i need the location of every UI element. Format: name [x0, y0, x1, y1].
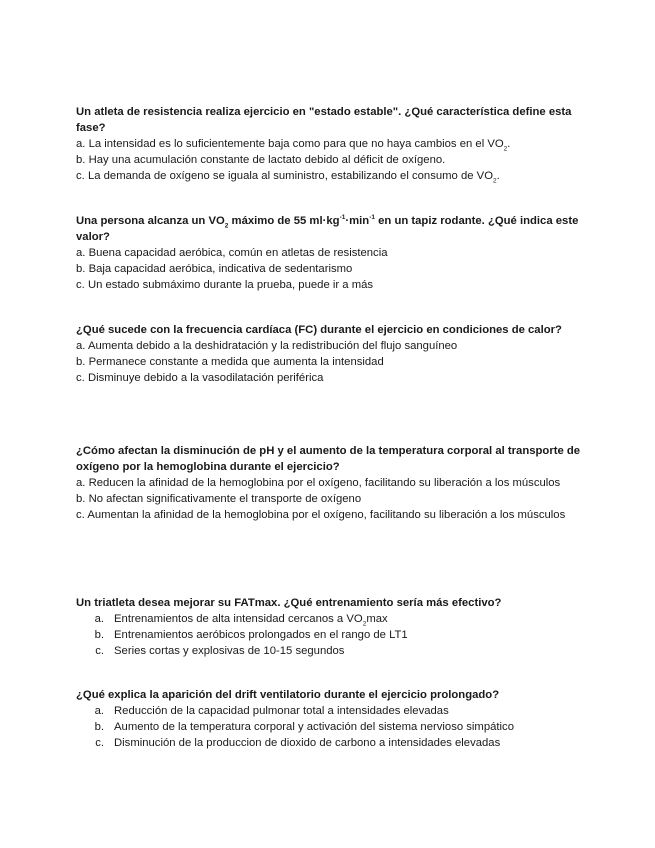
- question-3-option-c: c. Disminuye debido a la vasodilatación periférica: [76, 372, 324, 384]
- question-2-option-a: a. Buena capacidad aeróbica, común en atletas de resistencia: [76, 247, 388, 259]
- question-4-option-c: c. Aumentan la afinidad de la hemoglobina por el oxígeno, facilitando su liberación a los músculos: [76, 509, 566, 521]
- question-6-title: ¿Qué explica la aparición del drift ventilatorio durante el ejercicio prolongado?: [76, 689, 500, 701]
- question-5-option-c: c. Series cortas y explosivas de 10-15 segundos: [95, 645, 345, 657]
- question-5: [76, 595, 581, 659]
- question-4-option-a: a. Reducen la afinidad de la hemoglobina por el oxígeno, facilitando su liberación a los músculos: [76, 477, 561, 489]
- question-5-title: Un triatleta desea mejorar su FATmax. ¿Qué entrenamiento sería más efectivo?: [76, 597, 502, 609]
- question-6-option-a: a. Reducción de la capacidad pulmonar total a intensidades elevadas: [94, 705, 449, 717]
- question-6: [76, 687, 581, 751]
- question-1-title: Un atleta de resistencia realiza ejercicio en "estado estable". ¿Qué característica define esta fase?: [76, 106, 572, 134]
- question-4-option-b: b. No afectan significativamente el transporte de oxígeno: [76, 493, 362, 505]
- question-3-title: ¿Qué sucede con la frecuencia cardíaca (FC) durante el ejercicio en condiciones de calor?: [76, 324, 562, 336]
- question-1: [76, 104, 581, 184]
- question-4: [76, 443, 581, 523]
- question-6-option-c: c. Disminución de la produccion de dioxido de carbono a intensidades elevadas: [95, 737, 501, 749]
- question-2-title: Una persona alcanza un $VO_2$ máximo de 55 $ml\cdot kg^{-1}\cdot\min^{-1}$ en un tapiz rodante. ¿Qué indica este valor?: [76, 214, 579, 243]
- question-2-option-b: b. Baja capacidad aeróbica, indicativa de sedentarismo: [76, 263, 353, 275]
- question-4-title: ¿Cómo afectan la disminución de pH y el aumento de la temperatura corporal al transporte de oxígeno por la hemoglobina durante el ejercicio?: [76, 445, 581, 473]
- question-3: [76, 322, 581, 386]
- question-6-option-b: b. Aumento de la temperatura corporal y activación del sistema nervioso simpático: [94, 721, 514, 733]
- question-1-option-c: c. La demanda de oxígeno se iguala al suministro, estabilizando el consumo de $VO_2$.: [76, 170, 500, 185]
- question-3-option-a: a. Aumenta debido a la deshidratación y la redistribución del flujo sanguíneo: [76, 340, 458, 352]
- question-1-option-b: b. Hay una acumulación constante de lactato debido al déficit de oxígeno.: [76, 154, 446, 166]
- question-5-option-b: b. Entrenamientos aeróbicos prolongados en el rango de LT1: [94, 629, 408, 641]
- question-2: [76, 213, 581, 293]
- question-1-option-a: a. La intensidad es lo suficientemente baja como para que no haya cambios en el $VO_2$.: [76, 138, 511, 153]
- question-3-option-b: b. Permanece constante a medida que aumenta la intensidad: [76, 356, 384, 368]
- question-5-option-a: a. Entrenamientos de alta intensidad cercanos a $VO_2\max$: [94, 613, 388, 628]
- question-2-option-c: c. Un estado submáximo durante la prueba, puede ir a más: [76, 279, 374, 291]
